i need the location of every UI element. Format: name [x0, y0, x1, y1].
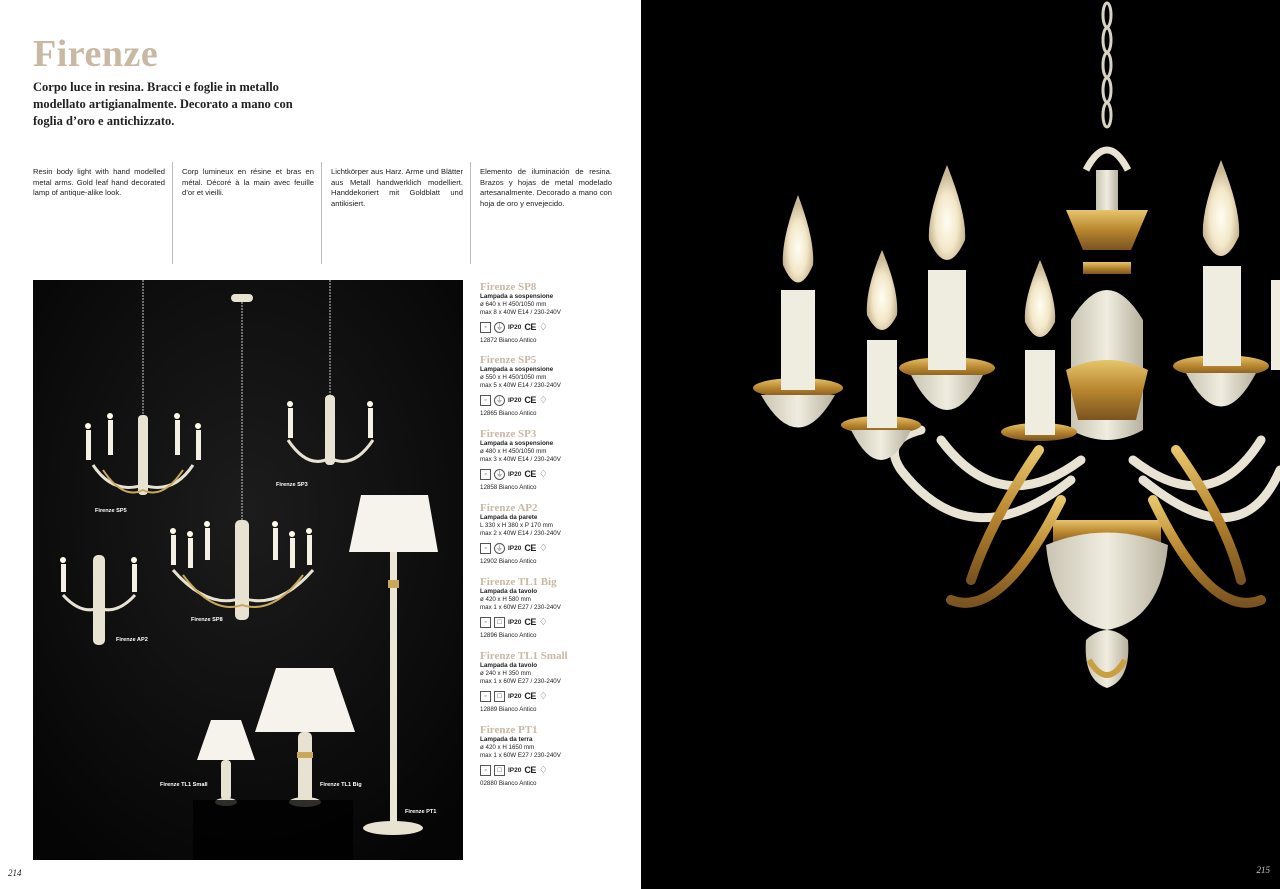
product-type: Lampada a sospensione: [480, 366, 554, 373]
double-insulation-icon: □: [494, 691, 505, 702]
spec-icons: [480, 393, 640, 407]
ce-mark: CE: [524, 322, 536, 332]
product-name: Firenze SP8: [480, 281, 537, 293]
product-type: Lampada da parete: [480, 514, 538, 521]
photo-label-pt1: Firenze PT1: [405, 809, 437, 815]
product-code: 02880 Bianco Antico: [480, 780, 537, 787]
spec-icons: [480, 467, 640, 481]
product-dimensions: ø 640 x H 450/1050 mm: [480, 301, 547, 308]
product-name: Firenze AP2: [480, 502, 538, 514]
page-number-right: 215: [1256, 865, 1270, 875]
product-lamp: max 8 x 40W E14 / 230-240V: [480, 309, 561, 316]
chandelier-closeup-illustration: [641, 0, 1280, 889]
ground-icon: ⏚: [496, 323, 503, 331]
product-code: 12889 Bianco Antico: [480, 706, 537, 713]
product-spec: [480, 429, 640, 492]
column-divider: [321, 162, 322, 264]
column-divider: [470, 162, 471, 264]
product-spec: [480, 651, 640, 714]
bulb-icon: ♢: [538, 690, 548, 702]
product-family-illustration: [33, 280, 463, 860]
column-divider: [172, 162, 173, 264]
intro-text: Corpo luce in resina. Bracci e foglie in metallo modellato artigianalmente. Decorato a mano con foglia d’oro e antichizzato.: [33, 80, 293, 128]
product-lamp: max 1 x 60W E27 / 230-240V: [480, 678, 561, 685]
spec-icons: [480, 320, 640, 334]
ground-icon: ⏚: [496, 544, 503, 552]
product-name: Firenze SP3: [480, 428, 537, 440]
product-code: 12872 Bianco Antico: [480, 337, 537, 344]
ce-mark: CE: [524, 765, 536, 775]
ce-mark: CE: [524, 469, 536, 479]
product-spec: [480, 355, 640, 418]
product-spec: [480, 282, 640, 345]
page-number-left: 214: [8, 868, 22, 878]
product-type: Lampada a sospensione: [480, 440, 554, 447]
photo-label-tl1-big: Firenze TL1 Big: [320, 782, 362, 788]
double-insulation-icon: □: [494, 617, 505, 628]
ce-mark: CE: [524, 617, 536, 627]
product-type: Lampada da tavolo: [480, 662, 538, 669]
product-dimensions: ø 420 x H 1650 mm: [480, 744, 535, 751]
product-dimensions: ø 550 x H 450/1050 mm: [480, 374, 547, 381]
ceiling-mount-icon: ◦: [480, 395, 491, 406]
photo-label-ap2: Firenze AP2: [116, 637, 148, 643]
ip-rating: IP20: [508, 618, 522, 626]
description-fr: Corp lumineux en résine et bras en métal. Décoré à la main avec feuille d’or et vieilli.: [182, 167, 314, 197]
product-lamp: max 1 x 60W E27 / 230-240V: [480, 604, 561, 611]
product-dimensions: ø 420 x H 580 mm: [480, 596, 531, 603]
ip-rating: IP20: [508, 766, 522, 774]
product-family-photo: [33, 280, 463, 860]
ceiling-mount-icon: ◦: [480, 469, 491, 480]
page-title: Firenze: [33, 33, 159, 75]
product-type: Lampada da terra: [480, 736, 533, 743]
ground-icon: ⏚: [496, 396, 503, 404]
ip-rating: IP20: [508, 323, 522, 331]
floor-lamp-icon: ◦: [480, 765, 491, 776]
photo-label-sp3: Firenze SP3: [276, 482, 308, 488]
spec-icons: [480, 763, 640, 777]
product-code: 12865 Bianco Antico: [480, 410, 537, 417]
ce-mark: CE: [524, 395, 536, 405]
double-insulation-icon: □: [494, 765, 505, 776]
product-type: Lampada da tavolo: [480, 588, 538, 595]
table-lamp-icon: ◦: [480, 691, 491, 702]
spec-icons: [480, 615, 640, 629]
right-page-photo: [641, 0, 1280, 889]
ip-rating: IP20: [508, 396, 522, 404]
ce-mark: CE: [524, 543, 536, 553]
product-lamp: max 2 x 40W E14 / 230-240V: [480, 530, 561, 537]
product-name: Firenze SP5: [480, 354, 537, 366]
product-spec: [480, 577, 640, 640]
table-lamp-icon: ◦: [480, 617, 491, 628]
candle-bulb-icon: ♢: [538, 468, 548, 480]
bulb-icon: ♢: [538, 764, 548, 776]
ip-rating: IP20: [508, 470, 522, 478]
description-en: Resin body light with hand modelled metal arms. Gold leaf hand decorated lamp of antique-alike look.: [33, 167, 165, 197]
photo-label-sp8: Firenze SP8: [191, 617, 223, 623]
product-lamp: max 1 x 60W E27 / 230-240V: [480, 752, 561, 759]
product-name: Firenze TL1 Small: [480, 650, 568, 662]
description-de: Lichtkörper aus Harz. Arme und Blätter aus Metall handwerklich modelliert. Handdekoriert mit Goldblatt und antikisiert.: [331, 167, 463, 208]
ground-icon: ⏚: [496, 470, 503, 478]
spec-icons: [480, 689, 640, 703]
wall-mount-icon: ◦: [480, 543, 491, 554]
product-name: Firenze TL1 Big: [480, 576, 557, 588]
product-lamp: max 3 x 40W E14 / 230-240V: [480, 456, 561, 463]
ip-rating: IP20: [508, 692, 522, 700]
candle-bulb-icon: ♢: [538, 321, 548, 333]
product-code: 12902 Bianco Antico: [480, 558, 537, 565]
bulb-icon: ♢: [538, 616, 548, 628]
ce-mark: CE: [524, 691, 536, 701]
product-code: 12896 Bianco Antico: [480, 632, 537, 639]
candle-bulb-icon: ♢: [538, 394, 548, 406]
product-code: 12858 Bianco Antico: [480, 484, 537, 491]
product-type: Lampada a sospensione: [480, 293, 554, 300]
photo-label-sp5: Firenze SP5: [95, 508, 127, 514]
spec-icons: [480, 541, 640, 555]
description-es: Elemento de iluminación de resina. Brazos y hojas de metal modelado artesanalmente. Decorado a mano con hoja de oro y envejecido.: [480, 167, 612, 208]
candle-bulb-icon: ♢: [538, 542, 548, 554]
photo-label-tl1-small: Firenze TL1 Small: [160, 782, 208, 788]
product-lamp: max 5 x 40W E14 / 230-240V: [480, 382, 561, 389]
product-spec: [480, 725, 640, 788]
product-name: Firenze PT1: [480, 724, 538, 736]
ip-rating: IP20: [508, 544, 522, 552]
product-spec: [480, 503, 640, 566]
ceiling-mount-icon: ◦: [480, 322, 491, 333]
product-dimensions: L 330 x H 380 x P 170 mm: [480, 522, 553, 529]
product-dimensions: ø 240 x H 350 mm: [480, 670, 531, 677]
product-dimensions: ø 480 x H 450/1050 mm: [480, 448, 547, 455]
